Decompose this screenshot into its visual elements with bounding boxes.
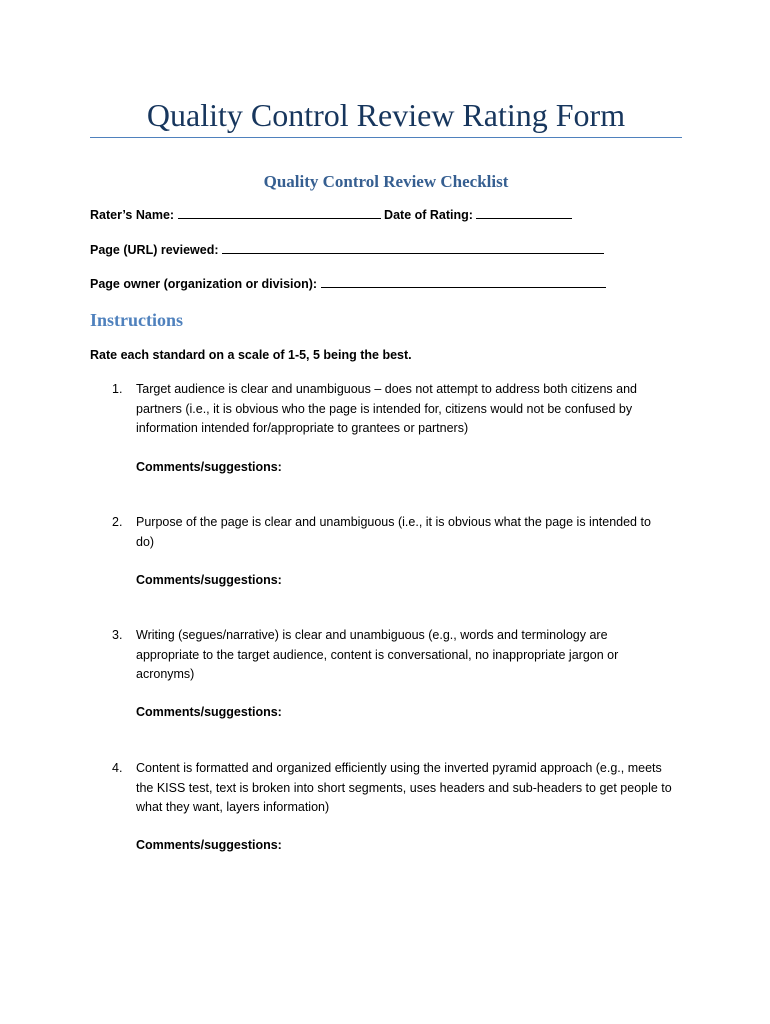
page-url-blank[interactable] (222, 241, 604, 254)
item-number: 1. (112, 382, 123, 396)
raters-name-label: Rater’s Name: (90, 208, 175, 222)
page-owner-row (90, 275, 606, 292)
comments-label: Comments/suggestions: (136, 705, 282, 719)
item-text: Purpose of the page is clear and unambiguous (i.e., it is obvious what the page is intended to do) (136, 515, 651, 549)
item-number: 4. (112, 761, 123, 775)
page-owner-label: Page owner (organization or division): (90, 277, 318, 291)
raters-name-blank[interactable] (178, 206, 381, 219)
item-number: 2. (112, 515, 123, 529)
page-url-row (90, 241, 604, 258)
checklist-item (112, 380, 672, 439)
comments-label: Comments/suggestions: (136, 573, 282, 587)
title-divider (90, 137, 682, 138)
checklist-item (112, 626, 672, 685)
comments-label: Comments/suggestions: (136, 460, 282, 474)
page-url-label: Page (URL) reviewed: (90, 243, 219, 257)
item-text: Writing (segues/narrative) is clear and unambiguous (e.g., words and terminology are appropriate to the target audience, content is conversational, no inappropriate jargon or acronyms) (136, 628, 619, 681)
item-number: 3. (112, 628, 123, 642)
comments-label: Comments/suggestions: (136, 838, 282, 852)
page-title: Quality Control Review Rating Form (146, 97, 626, 133)
instructions-heading: Instructions (90, 310, 184, 330)
checklist-item (112, 513, 672, 552)
raters-name-row (90, 206, 572, 223)
page-owner-blank[interactable] (321, 275, 606, 288)
date-of-rating-blank[interactable] (476, 206, 572, 219)
item-text: Target audience is clear and unambiguous – does not attempt to address both citizens and partners (i.e., it is obvious who the page is intended for, citizens would not be confused by information intended for/appropriate to grantees or partners) (136, 382, 638, 435)
item-text: Content is formatted and organized efficiently using the inverted pyramid approach (e.g., meets the KISS test, text is broken into short segments, uses headers and sub-headers to get people to what they want, layers information) (136, 761, 672, 814)
date-of-rating-label: Date of Rating: (384, 208, 473, 222)
checklist-item (112, 759, 672, 818)
rating-scale-note: Rate each standard on a scale of 1-5, 5 being the best. (90, 348, 412, 362)
checklist-heading: Quality Control Review Checklist (263, 172, 509, 191)
